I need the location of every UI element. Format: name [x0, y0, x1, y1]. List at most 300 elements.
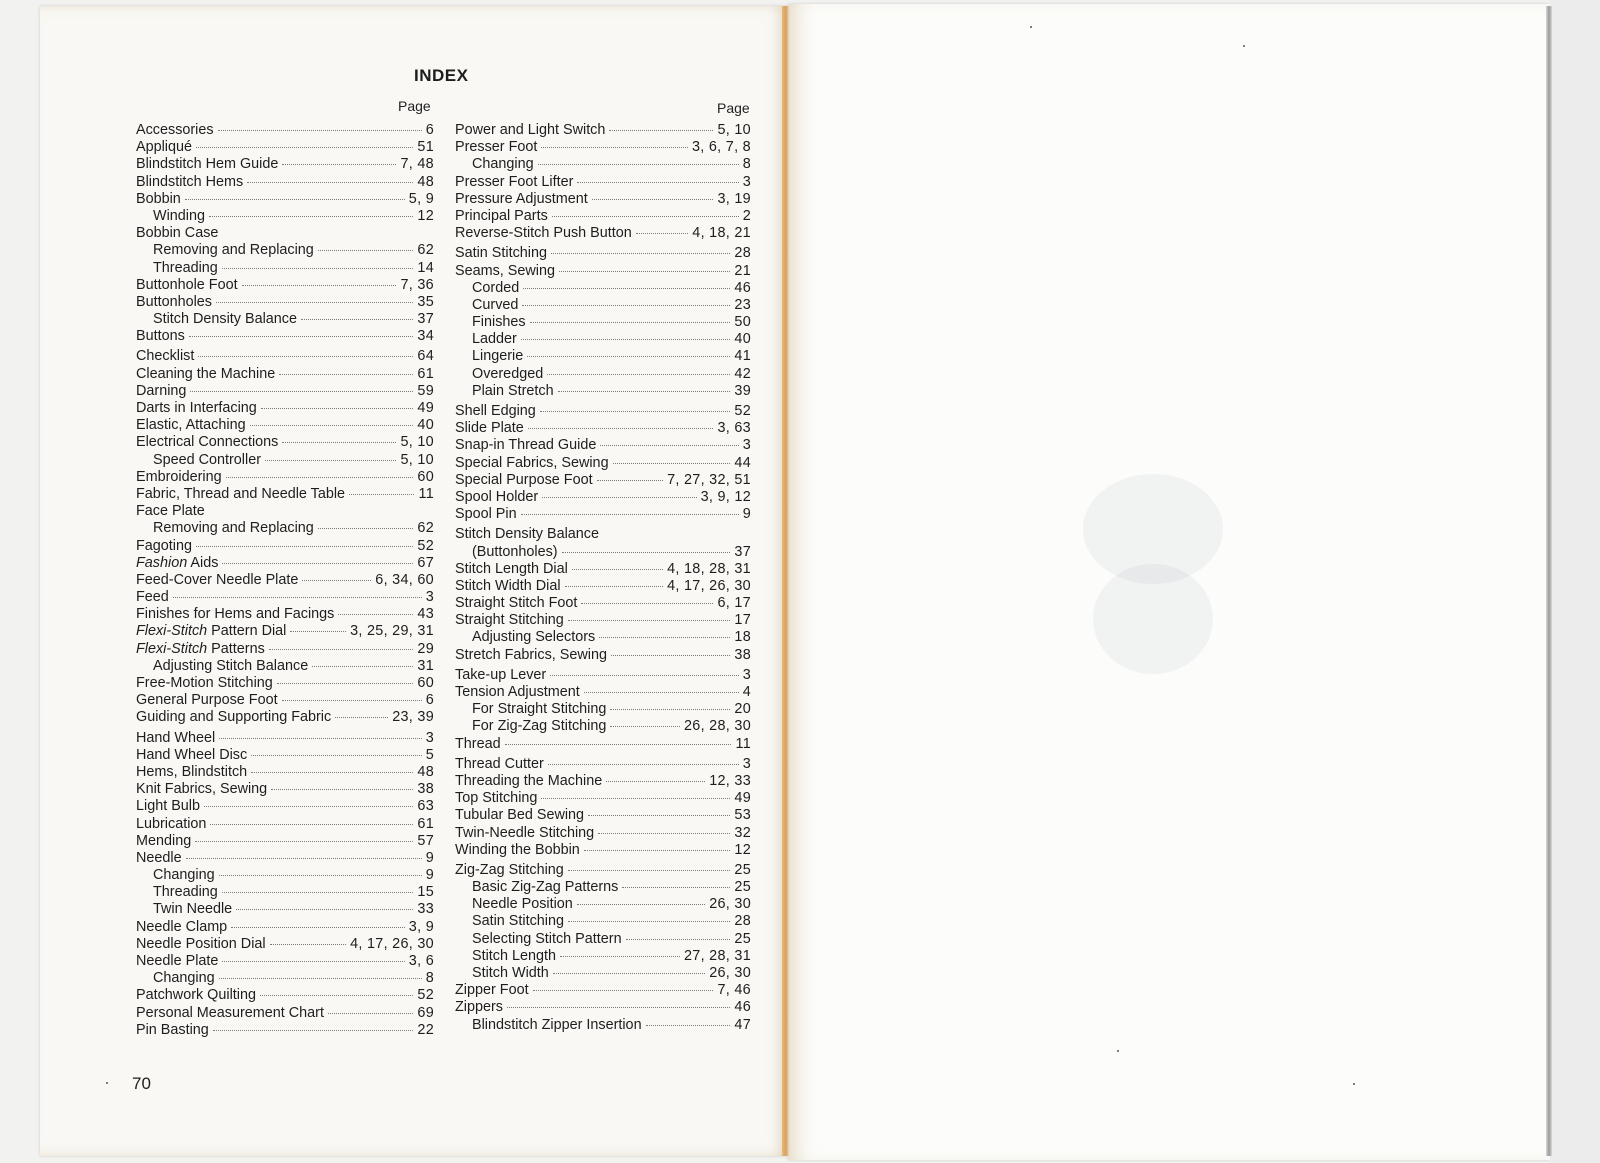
index-entry: [136, 417, 434, 434]
index-entry: [136, 174, 434, 191]
dust-speck: [1117, 1050, 1119, 1052]
entry-pages: 7, 46: [717, 982, 751, 999]
index-entry: [136, 936, 434, 953]
index-entry: [136, 798, 434, 815]
entry-pages: 53: [734, 807, 751, 824]
entry-term: Pressure Adjustment: [455, 190, 588, 207]
dot-leader: [282, 442, 396, 443]
entry-pages: 7, 36: [400, 276, 434, 293]
dot-leader: [577, 904, 705, 905]
entry-term: Straight Stitching: [455, 612, 564, 629]
entry-pages: 4, 17, 26, 30: [350, 935, 434, 952]
index-subentry: [455, 280, 751, 297]
entry-pages: 26, 30: [709, 896, 751, 913]
entry-term: Ladder: [472, 331, 517, 348]
entry-pages: 25: [734, 861, 751, 878]
entry-term: Reverse-Stitch Push Button: [455, 225, 632, 242]
entry-term: Finishes: [472, 314, 526, 331]
index-column-1: [136, 122, 434, 1039]
dot-leader: [328, 1013, 413, 1014]
entry-pages: 32: [734, 824, 751, 841]
entry-pages: 9: [425, 849, 434, 866]
entry-term: Special Purpose Foot: [455, 471, 593, 488]
entry-pages: 6, 17: [717, 595, 751, 612]
dot-leader: [541, 147, 688, 148]
index-entry: [136, 294, 434, 311]
dot-leader: [538, 164, 739, 165]
entry-pages: 42: [734, 365, 751, 382]
dot-leader: [527, 356, 730, 357]
index-subentry: [455, 701, 751, 718]
entry-pages: 29: [417, 640, 434, 657]
dot-leader: [598, 833, 730, 834]
index-subentry: [455, 879, 751, 896]
entry-pages: 22: [417, 1021, 434, 1038]
index-entry: [136, 953, 434, 970]
index-entry: [136, 692, 434, 709]
entry-term: Light Bulb: [136, 798, 201, 815]
dot-leader: [588, 815, 730, 816]
dot-leader: [219, 875, 422, 876]
index-subentry: [136, 970, 434, 987]
entry-term: [136, 623, 286, 640]
dot-leader: [599, 637, 730, 638]
entry-pages: 3, 9, 12: [700, 488, 751, 505]
dot-leader: [530, 322, 731, 323]
entry-term-suffix: Pattern Dial: [207, 623, 287, 640]
entry-pages: 49: [734, 790, 751, 807]
entry-pages: 62: [417, 242, 434, 259]
entry-term: [136, 555, 218, 572]
dot-leader: [282, 164, 396, 165]
entry-pages: 14: [417, 259, 434, 276]
dot-leader: [338, 614, 413, 615]
entry-pages: 59: [417, 382, 434, 399]
index-entry: [136, 277, 434, 294]
dot-leader: [209, 216, 413, 217]
entry-pages: 41: [734, 348, 751, 365]
index-entry: [136, 747, 434, 764]
entry-term: Darts in Interfacing: [136, 400, 257, 416]
dot-leader: [216, 302, 413, 303]
index-subentry: [136, 658, 434, 675]
dot-leader: [222, 961, 404, 962]
dot-leader: [521, 514, 739, 515]
entry-term: Face Plate: [136, 503, 205, 520]
entry-term: Needle: [136, 849, 182, 866]
entry-term: Removing and Replacing: [153, 242, 314, 259]
dot-leader: [247, 182, 413, 183]
entry-pages: 5, 10: [400, 451, 434, 468]
entry-pages: 60: [417, 675, 434, 691]
index-subentry: [136, 452, 434, 469]
entry-term: Stitch Density Balance: [455, 526, 599, 543]
entry-term: Appliqué: [136, 139, 193, 156]
index-entry: [455, 982, 751, 999]
dot-leader: [540, 411, 731, 412]
index-entry: [455, 595, 751, 612]
index-entry: [455, 191, 751, 208]
entry-pages: 39: [734, 382, 751, 399]
dot-leader: [279, 374, 413, 375]
index-entry: [455, 472, 751, 489]
index-entry: [455, 736, 751, 753]
index-entry: [455, 773, 751, 790]
dot-leader: [271, 789, 413, 790]
index-subentry: [136, 901, 434, 918]
entry-term: Knit Fabrics, Sewing: [136, 781, 268, 798]
entry-pages: 28: [734, 245, 751, 262]
page-edge-shadow: [1546, 6, 1552, 1156]
dot-leader: [173, 597, 422, 598]
dot-leader: [611, 655, 730, 656]
index-subentry: [455, 965, 751, 982]
index-entry: [455, 174, 751, 191]
entry-term: Mending: [136, 832, 192, 849]
entry-term: Speed Controller: [153, 451, 261, 468]
index-entry: [136, 348, 434, 365]
entry-term: Threading: [153, 259, 218, 276]
dot-leader: [222, 892, 414, 893]
dot-leader: [195, 841, 413, 842]
dot-leader: [547, 374, 730, 375]
entry-pages: 11: [418, 485, 434, 502]
entry-pages: 3, 25, 29, 31: [350, 623, 434, 640]
entry-term: Blindstitch Hem Guide: [136, 156, 279, 173]
entry-pages: 15: [417, 884, 434, 901]
index-entry: [455, 506, 751, 523]
entry-pages: 23, 39: [392, 709, 434, 726]
entry-term: Top Stitching: [455, 790, 538, 807]
dot-leader: [606, 781, 705, 782]
index-subentry: [455, 297, 751, 314]
entry-pages: 21: [734, 262, 751, 279]
dot-leader: [533, 990, 714, 991]
index-entry: [455, 999, 751, 1016]
index-entry: [136, 850, 434, 867]
page-number: 70: [132, 1074, 151, 1093]
entry-pages: 4, 18, 28, 31: [667, 560, 751, 577]
index-entry: [136, 623, 434, 640]
entry-pages: 52: [417, 987, 434, 1004]
index-entry: [136, 987, 434, 1004]
entry-pages: 44: [734, 454, 751, 471]
dot-leader: [213, 1030, 414, 1031]
entry-term: Personal Measurement Chart: [136, 1004, 324, 1021]
dot-leader: [198, 356, 413, 357]
entry-term: Zippers: [455, 999, 503, 1016]
entry-term: Checklist: [136, 348, 195, 365]
dot-leader: [318, 250, 414, 251]
index-subentry: [455, 314, 751, 331]
dot-leader: [290, 631, 346, 632]
dot-leader: [584, 692, 739, 693]
entry-term-suffix: Patterns: [207, 640, 265, 657]
index-entry: [136, 139, 434, 156]
entry-pages: 9: [742, 506, 751, 523]
dot-leader: [609, 130, 713, 131]
entry-term: For Straight Stitching: [472, 701, 607, 718]
entry-pages: 46: [734, 999, 751, 1016]
dot-leader: [550, 675, 738, 676]
dot-leader: [251, 755, 422, 756]
entry-pages: 5, 10: [717, 122, 751, 138]
entry-term: Bobbin Case: [136, 225, 219, 242]
dot-leader: [231, 927, 405, 928]
index-entry: [136, 328, 434, 345]
entry-pages: 3, 63: [717, 420, 751, 437]
entry-term: Stitch Length Dial: [455, 560, 568, 577]
entry-pages: 7, 27, 32, 51: [667, 471, 751, 488]
entry-term: Winding the Bobbin: [455, 841, 580, 858]
entry-term: Tension Adjustment: [455, 684, 580, 700]
entry-pages: 5: [425, 746, 434, 763]
dot-leader: [349, 494, 414, 495]
dot-leader: [568, 620, 731, 621]
entry-term: Satin Stitching: [455, 245, 547, 262]
entry-term: Changing: [472, 156, 534, 173]
dot-leader: [260, 995, 413, 996]
entry-term: Power and Light Switch: [455, 122, 606, 138]
entry-term: Fabric, Thread and Needle Table: [136, 485, 346, 502]
entry-pages: 3: [742, 173, 751, 190]
entry-pages: 7, 48: [400, 156, 434, 173]
dot-leader: [250, 425, 414, 426]
entry-pages: 64: [417, 348, 434, 365]
index-subentry: [136, 260, 434, 277]
entry-term: Thread Cutter: [455, 755, 544, 772]
entry-pages: 5, 9: [408, 190, 434, 207]
dot-leader: [560, 956, 680, 957]
entry-pages: 3: [425, 729, 434, 746]
index-entry: [455, 139, 751, 156]
dot-leader: [186, 858, 422, 859]
index-subentry: [136, 884, 434, 901]
index-entry: [136, 122, 434, 139]
dot-leader: [219, 738, 421, 739]
entry-term: Lubrication: [136, 815, 207, 832]
dot-leader: [541, 798, 730, 799]
index-subentry: [136, 867, 434, 884]
entry-term: Straight Stitch Foot: [455, 595, 578, 612]
entry-pages: 46: [734, 279, 751, 296]
entry-term: Corded: [472, 279, 520, 296]
index-subentry: [136, 208, 434, 225]
dot-leader: [551, 253, 730, 254]
index-entry: [136, 641, 434, 658]
entry-term: Satin Stitching: [472, 913, 564, 930]
dot-leader: [269, 649, 414, 650]
entry-pages: 52: [417, 537, 434, 554]
index-subentry: [455, 718, 751, 735]
dot-leader: [204, 806, 413, 807]
entry-pages: 28: [734, 913, 751, 930]
entry-term: Snap-in Thread Guide: [455, 437, 597, 454]
entry-pages: 69: [417, 1004, 434, 1021]
entry-term: Take-up Lever: [455, 666, 547, 683]
entry-pages: 6, 34, 60: [375, 571, 434, 588]
entry-term: Stitch Width Dial: [455, 577, 561, 594]
entry-term: Shell Edging: [455, 403, 536, 419]
index-entry: [136, 366, 434, 383]
entry-pages: 60: [417, 468, 434, 485]
index-subentry: [455, 1017, 751, 1034]
dot-leader: [277, 683, 414, 684]
index-entry: [136, 675, 434, 692]
dot-leader: [507, 1007, 730, 1008]
dot-leader: [553, 973, 705, 974]
dot-leader: [552, 216, 739, 217]
entry-term: Spool Holder: [455, 488, 539, 505]
entry-pages: 35: [417, 293, 434, 310]
entry-pages: 50: [734, 314, 751, 331]
entry-term: Guiding and Supporting Fabric: [136, 709, 332, 726]
entry-term: Lingerie: [472, 348, 524, 365]
entry-pages: 49: [417, 400, 434, 416]
entry-pages: 8: [742, 156, 751, 173]
right-page: [788, 4, 1550, 1160]
dot-leader: [190, 391, 413, 392]
entry-pages: 57: [417, 832, 434, 849]
index-entry: [136, 572, 434, 589]
index-entry: [136, 469, 434, 486]
entry-term: Selecting Stitch Pattern: [472, 930, 622, 947]
index-entry: [455, 647, 751, 664]
index-entry: [455, 790, 751, 807]
entry-term: Tubular Bed Sewing: [455, 807, 585, 824]
dot-leader: [572, 569, 663, 570]
entry-term: Needle Clamp: [136, 918, 228, 935]
dot-leader: [302, 580, 371, 581]
entry-term: Buttonholes: [136, 293, 213, 310]
entry-term: Needle Plate: [136, 953, 219, 969]
entry-pages: 31: [417, 657, 434, 674]
dot-leader: [565, 586, 664, 587]
entry-term: Stitch Width: [472, 965, 549, 981]
dot-leader: [523, 288, 730, 289]
dot-leader: [521, 339, 731, 340]
index-entry: [455, 122, 751, 139]
dot-leader: [312, 666, 413, 667]
index-entry: [455, 403, 751, 420]
entry-pages: 38: [417, 781, 434, 798]
entry-term: Curved: [472, 296, 519, 313]
entry-term: Plain Stretch: [472, 382, 554, 399]
entry-pages: 5, 10: [400, 434, 434, 451]
dot-leader: [226, 477, 414, 478]
entry-term: Stitch Length: [472, 947, 557, 964]
entry-pages: 3: [425, 589, 434, 606]
entry-pages: 61: [417, 365, 434, 382]
entry-term: General Purpose Foot: [136, 692, 278, 709]
entry-pages: 3, 6: [408, 953, 434, 969]
entry-term: Fagoting: [136, 537, 193, 554]
entry-term: Electrical Connections: [136, 434, 279, 451]
dot-leader: [610, 726, 680, 727]
entry-term: Hand Wheel Disc: [136, 746, 248, 763]
entry-term: Feed: [136, 589, 169, 606]
entry-term: Slide Plate: [455, 420, 524, 437]
entry-pages: 43: [417, 606, 434, 623]
entry-term: Embroidering: [136, 468, 222, 485]
entry-pages: 11: [735, 735, 751, 752]
index-entry: [455, 684, 751, 701]
index-subentry: [455, 348, 751, 365]
index-entry: [455, 756, 751, 773]
index-subentry: [136, 242, 434, 259]
entry-term: Patchwork Quilting: [136, 987, 256, 1004]
dot-leader: [610, 709, 730, 710]
book-spine: [782, 6, 790, 1156]
entry-pages: 23: [734, 296, 751, 313]
index-subentry: [455, 366, 751, 383]
dot-leader: [282, 700, 422, 701]
index-entry: [455, 578, 751, 595]
index-subentry: [136, 311, 434, 328]
entry-pages: 2: [742, 207, 751, 224]
dot-leader: [584, 850, 731, 851]
entry-term: Adjusting Selectors: [472, 629, 596, 646]
entry-term: Changing: [153, 867, 215, 884]
column-1-page-label: Page: [398, 98, 431, 114]
entry-pages: 25: [734, 930, 751, 947]
index-entry: [455, 526, 751, 543]
entry-term: Pin Basting: [136, 1021, 209, 1038]
entry-term: Needle Position: [472, 896, 573, 913]
dot-leader: [189, 336, 414, 337]
entry-pages: 62: [417, 520, 434, 537]
index-entry: [455, 667, 751, 684]
index-entry: [136, 730, 434, 747]
entry-term: Hems, Blindstitch: [136, 763, 248, 780]
dot-leader: [301, 319, 413, 320]
entry-pages: 4, 17, 26, 30: [667, 577, 751, 594]
dot-leader: [242, 285, 397, 286]
index-entry: [455, 437, 751, 454]
index-entry: [136, 191, 434, 208]
index-entry: [136, 486, 434, 503]
index-entry: [136, 1022, 434, 1039]
entry-pages: 3: [742, 666, 751, 683]
entry-pages: 61: [417, 815, 434, 832]
dot-leader: [318, 528, 414, 529]
dot-leader: [196, 147, 413, 148]
entry-term: Finishes for Hems and Facings: [136, 606, 335, 623]
index-entry: [136, 1005, 434, 1022]
entry-term-italic: Flexi-Stitch: [136, 640, 208, 657]
entry-term: Changing: [153, 970, 215, 987]
entry-term: Overedged: [472, 365, 544, 382]
dot-leader: [646, 1025, 731, 1026]
dot-leader: [210, 824, 413, 825]
dot-leader: [636, 233, 689, 234]
entry-pages: 48: [417, 173, 434, 190]
dot-leader: [559, 271, 730, 272]
index-entry: [136, 919, 434, 936]
entry-pages: 12: [734, 841, 751, 858]
entry-term: Darning: [136, 382, 187, 399]
entry-term-italic: Fashion: [136, 554, 188, 571]
entry-term-suffix: Aids: [187, 554, 219, 571]
dot-leader: [558, 391, 731, 392]
entry-pages: 37: [734, 543, 751, 560]
entry-pages: 63: [417, 798, 434, 815]
entry-pages: 17: [734, 612, 751, 629]
index-entry: [136, 833, 434, 850]
index-entry: [136, 606, 434, 623]
entry-term: Twin-Needle Stitching: [455, 824, 595, 841]
entry-pages: 38: [734, 646, 751, 663]
